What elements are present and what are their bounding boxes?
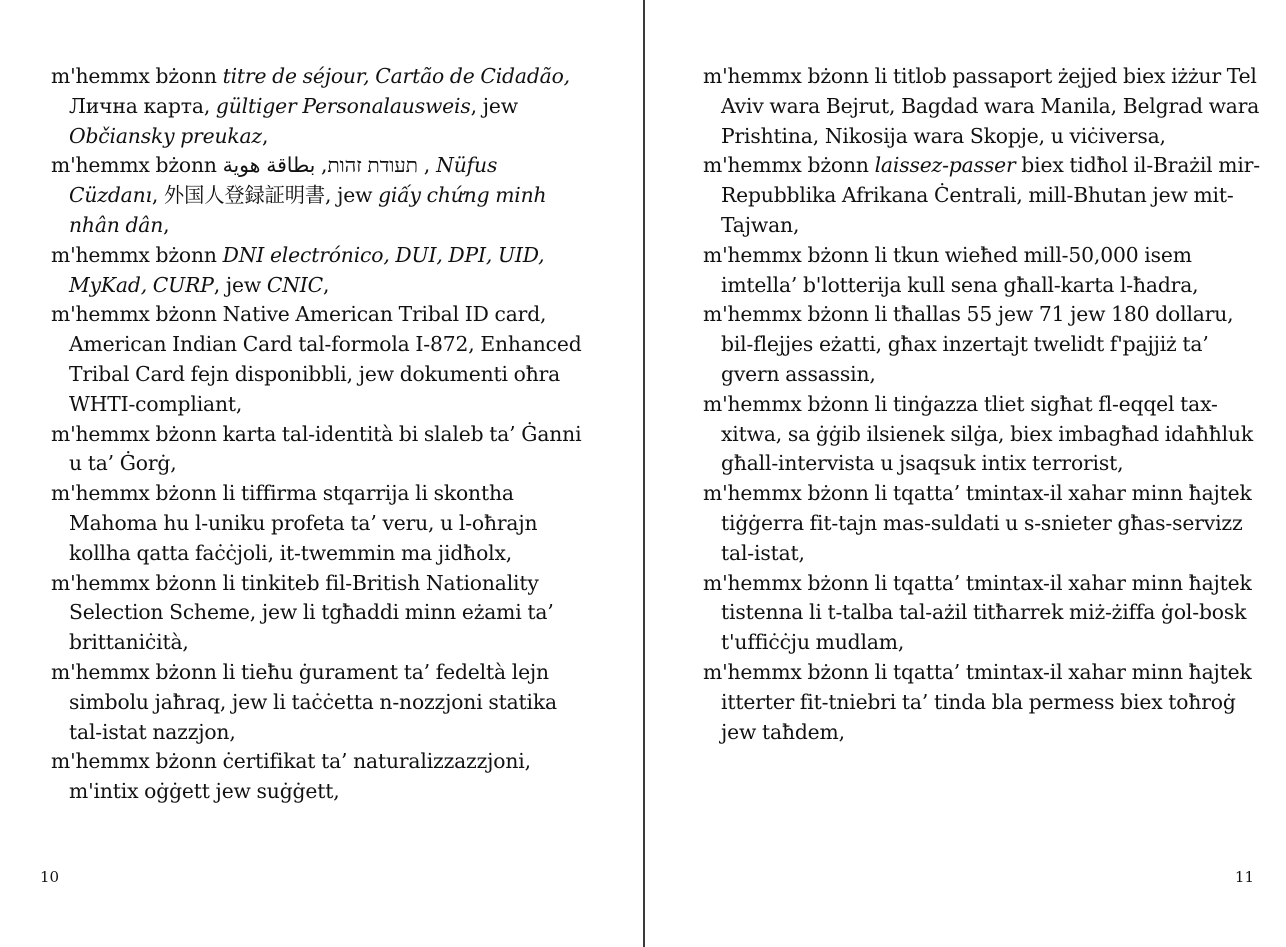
stanza-asylum-wait: m'hemmx bżonn li tqatta’ tmintax-il xahar minn ħajtek tistenna li t-talba tal-ażil titħarrek miż-żiffa ġol-bosk t'uffiċċju mudlam, [703,570,1252,655]
stanza-tail: , [323,272,330,297]
stanza-lottery: m'hemmx bżonn li tkun wieħed mill-50,000 isem imtella’ b'lotterija kull sena għall-karta l-ħadra, [703,242,1199,297]
stanza-identity-card: m'hemmx bżonn karta tal-identità bi slaleb ta’ Ġanni u ta’ Ġorġ, [51,421,582,476]
document-name: gültiger Personalausweis [215,93,471,118]
document-name: Nüfus Cüzdanı [69,153,498,208]
stanza-tent-wait: m'hemmx bżonn li tqatta’ tmintax-il xahar minn ħajtek itterter fit-tniebri ta’ tinda bla permess biex toħroġ jew taħdem, [703,659,1252,744]
page-number-right: 11 [1234,868,1254,886]
stanza-residence-documents [51,62,591,151]
right-page [645,0,1286,947]
page-number-left: 10 [40,868,60,886]
document-names: titre de séjour, Cartão de Cidadão, [222,64,570,88]
document-name: giấy chứng minh nhân dân [69,183,547,237]
document-name: , 外国人登録証明書, jew [151,183,379,208]
stanza-lead: m'hemmx bżonn [51,242,223,267]
stanza-electronic-ids [51,241,591,301]
stanza-statement: m'hemmx bżonn li tiffirma stqarrija li skontha Mahoma hu l-uniku profeta ta’ veru, u l-oħrajn kollha qatta faċċjoli, it-twemmin ma jidħolx, [51,481,538,565]
stanza-lead: m'hemmx bżonn [51,64,223,88]
document-name: Občiansky preukaz [69,123,262,148]
stanza-lead: m'hemmx bżonn תעודת זהות, بطاقة هوية , [51,153,437,178]
conjunction: , jew [470,93,518,118]
stanza-tail: , [261,123,269,148]
stanza-military-service: m'hemmx bżonn li tqatta’ tmintax-il xahar minn ħajtek tiġġerra fit-tajn mas-suldati u s-snieter għas-servizz tal-istat, [703,481,1252,565]
conjunction: , jew [213,272,267,297]
document-name: Лична карта, [69,93,216,118]
stanza-naturalization: m'hemmx bżonn ċertifikat ta’ naturalizzazzjoni, m'intix oġġett jew suġġett, [51,749,531,804]
stanza-laissez-passer [703,151,1263,240]
left-poem-text [51,62,591,807]
stanza-nationality-scheme: m'hemmx bżonn li tinkiteb fil-British Nationality Selection Scheme, jew li tgħaddi minn eżami ta’ brittaniċità, [51,570,554,655]
stanza-fees: m'hemmx bżonn li tħallas 55 jew 71 jew 180 dollaru, bil-flejjes eżatti, għax inzertajt twelidt f'pajjiż ta’ gvern assassin, [703,302,1234,386]
stanza-waiting-cold: m'hemmx bżonn li tinġazza tliet sigħat fl-eqqel tax-xitwa, sa ġġib ilsienek silġa, biex imbagħad idaħħluk għall-intervista u jsaqsuk intix terrorist, [703,391,1254,476]
document-names: DNI electrónico, DUI, DPI, UID, MyKad, CURP [69,242,545,297]
stanza-extra-passport: m'hemmx bżonn li titlob passaport żejjed biex iżżur Tel Aviv wara Bejrut, Bagdad wara Manila, Belgrad wara Prishtina, Nikosija wara Skopje, u viċiversa, [703,64,1260,148]
right-poem-text [703,62,1263,747]
document-name: CNIC [266,272,324,297]
stanza-lead: m'hemmx bżonn [703,153,875,178]
stanza-tail: , [163,212,170,237]
document-name: laissez-passer [874,153,1016,178]
stanza-multiscript-ids [51,151,591,240]
stanza-tribal-id: m'hemmx bżonn Native American Tribal ID card, American Indian Card tal-formola I-872, Enhanced Tribal Card fejn disponibbli, jew dokumenti oħra WHTI-compliant, [51,302,582,416]
stanza-tail: biex tidħol il-Brażil mir-Repubblika Afrikana Ċentrali, mill-Bhutan jew mit-Tajwan, [721,153,1260,237]
stanza-oath: m'hemmx bżonn li tieħu ġurament ta’ fedeltà lejn simbolu jaħraq, jew li taċċetta n-nozzjoni statika tal-istat nazzjon, [51,659,557,744]
